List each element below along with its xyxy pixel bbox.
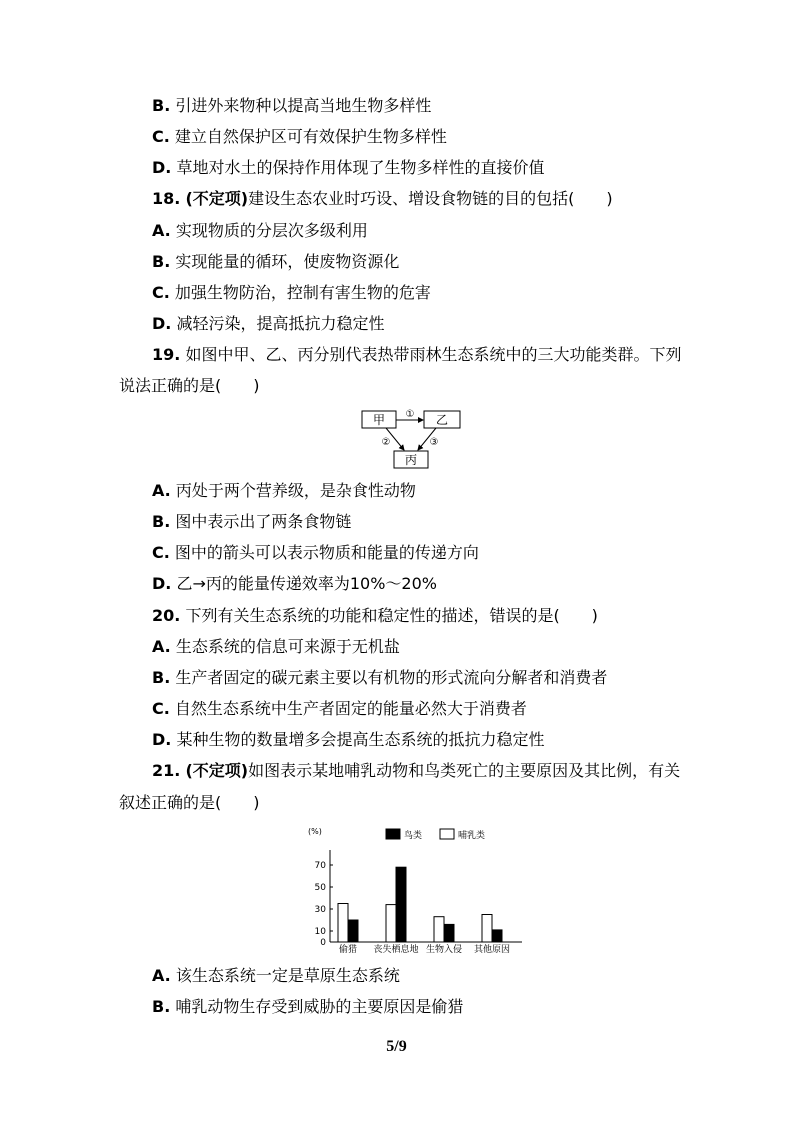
option-label: C. [152, 543, 170, 562]
q19-option-b [152, 512, 351, 532]
q18-option-b [152, 252, 399, 272]
bar-bird [444, 924, 454, 942]
option-label: A. [152, 221, 171, 240]
death-causes-bar-chart [300, 824, 530, 956]
option-label: D. [152, 574, 172, 593]
x-tick-label: 其他原因 [473, 945, 511, 955]
q17-option-c [152, 127, 447, 147]
legend-swatch-mammal [440, 829, 454, 839]
q21-option-b [152, 997, 463, 1017]
question-text: 如图中甲、乙、丙分别代表热带雨林生态系统中的三大功能类群。下列 [185, 345, 682, 364]
q19-stem-line1 [152, 345, 681, 365]
option-label: A. [152, 481, 171, 500]
option-label: A. [152, 637, 171, 656]
question-text: 下列有关生态系统的功能和稳定性的描述，错误的是( ) [185, 606, 598, 625]
legend-label-bird: 鸟类 [404, 831, 423, 841]
option-text: 建立自然保护区可有效保护生物多样性 [174, 127, 447, 146]
option-text: 某种生物的数量增多会提高生态系统的抵抗力稳定性 [176, 730, 545, 749]
option-text: 实现能量的循环，使废物资源化 [175, 252, 400, 271]
x-tick-label: 偷猎 [338, 945, 358, 955]
question-tag: (不定项) [185, 189, 249, 208]
q20-option-a [152, 637, 400, 657]
q19-stem-line2 [119, 376, 260, 396]
y-axis-label: (%) [308, 827, 322, 836]
q21-stem-line1 [152, 761, 680, 781]
bar-bird [348, 920, 358, 942]
question-number: 20. [152, 606, 181, 625]
question-number: 19. [152, 345, 181, 364]
option-text: 图中表示出了两条食物链 [175, 512, 352, 531]
q20-option-d [152, 730, 544, 750]
x-tick-label: 生物入侵 [425, 945, 463, 955]
q20-option-c [152, 699, 527, 719]
option-text: 生产者固定的碳元素主要以有机物的形式流向分解者和消费者 [175, 668, 608, 687]
option-label: D. [152, 314, 172, 333]
option-text: 实现物质的分层次多级利用 [175, 221, 368, 240]
q18-stem [152, 189, 613, 209]
option-label: D. [152, 730, 172, 749]
box-bing-label: 丙 [404, 453, 418, 467]
x-tick-label: 丧失栖息地 [373, 945, 419, 955]
y-tick-label: 50 [314, 883, 326, 893]
bar-mammal [386, 905, 396, 942]
arrow-1-label: ① [405, 409, 415, 420]
option-text: 图中的箭头可以表示物质和能量的传递方向 [174, 543, 479, 562]
q17-option-b [152, 96, 431, 116]
option-text: 草地对水土的保持作用体现了生物多样性的直接价值 [176, 158, 545, 177]
option-label: C. [152, 127, 170, 146]
arrow-3-label: ③ [429, 437, 439, 448]
question-number: 18. [152, 189, 181, 208]
option-text: 哺乳动物生存受到威胁的主要原因是偷猎 [175, 997, 464, 1016]
food-web-diagram [360, 406, 464, 470]
option-text: 加强生物防治，控制有害生物的危害 [174, 283, 431, 302]
bar-mammal [338, 904, 348, 943]
option-text: 引进外来物种以提高当地生物多样性 [175, 96, 432, 115]
option-label: C. [152, 283, 170, 302]
arrow-2-label: ② [381, 437, 391, 448]
option-label: D. [152, 158, 172, 177]
bar-bird [492, 930, 502, 942]
bar-bird [396, 867, 406, 942]
option-label: B. [152, 997, 171, 1016]
q18-option-d [152, 314, 384, 334]
q20-option-b [152, 668, 607, 688]
question-number: 21. [152, 761, 181, 780]
question-text: 如图表示某地哺乳动物和鸟类死亡的主要原因及其比例，有关 [248, 761, 681, 780]
q19-option-a [152, 481, 416, 501]
option-label: B. [152, 512, 171, 531]
q17-option-d [152, 158, 544, 178]
y-tick-label: 70 [314, 861, 326, 871]
q20-stem [152, 606, 598, 626]
y-tick-label: 30 [314, 905, 326, 915]
q18-option-c [152, 283, 431, 303]
option-text: 生态系统的信息可来源于无机盐 [175, 637, 400, 656]
option-text: 减轻污染，提高抵抗力稳定性 [176, 314, 385, 333]
y-tick-label: 0 [320, 938, 326, 948]
legend-swatch-bird [386, 829, 400, 839]
bar-mammal [434, 917, 444, 942]
q21-option-a [152, 966, 400, 986]
question-text: 说法正确的是( ) [119, 376, 260, 395]
bar-mammal [482, 915, 492, 943]
y-tick-label: 10 [314, 927, 326, 937]
option-label: B. [152, 252, 171, 271]
question-text: 叙述正确的是( ) [119, 793, 260, 812]
q21-stem-line2 [119, 793, 260, 813]
option-label: B. [152, 96, 171, 115]
q18-option-a [152, 221, 368, 241]
option-label: A. [152, 966, 171, 985]
q19-option-d [152, 574, 437, 594]
option-text: 丙处于两个营养级，是杂食性动物 [175, 481, 416, 500]
option-label: B. [152, 668, 171, 687]
option-text: 自然生态系统中生产者固定的能量必然大于消费者 [174, 699, 527, 718]
page-number: 5/9 [386, 1038, 407, 1055]
option-text: 该生态系统一定是草原生态系统 [175, 966, 400, 985]
legend-label-mammal: 哺乳类 [458, 831, 486, 841]
option-label: C. [152, 699, 170, 718]
option-text: 乙→丙的能量传递效率为10%～20% [176, 574, 437, 593]
question-text: 建设生态农业时巧设、增设食物链的目的包括( ) [248, 189, 613, 208]
q19-option-c [152, 543, 479, 563]
question-tag: (不定项) [185, 761, 249, 780]
box-yi-label: 乙 [435, 413, 449, 427]
box-jia-label: 甲 [372, 413, 386, 427]
